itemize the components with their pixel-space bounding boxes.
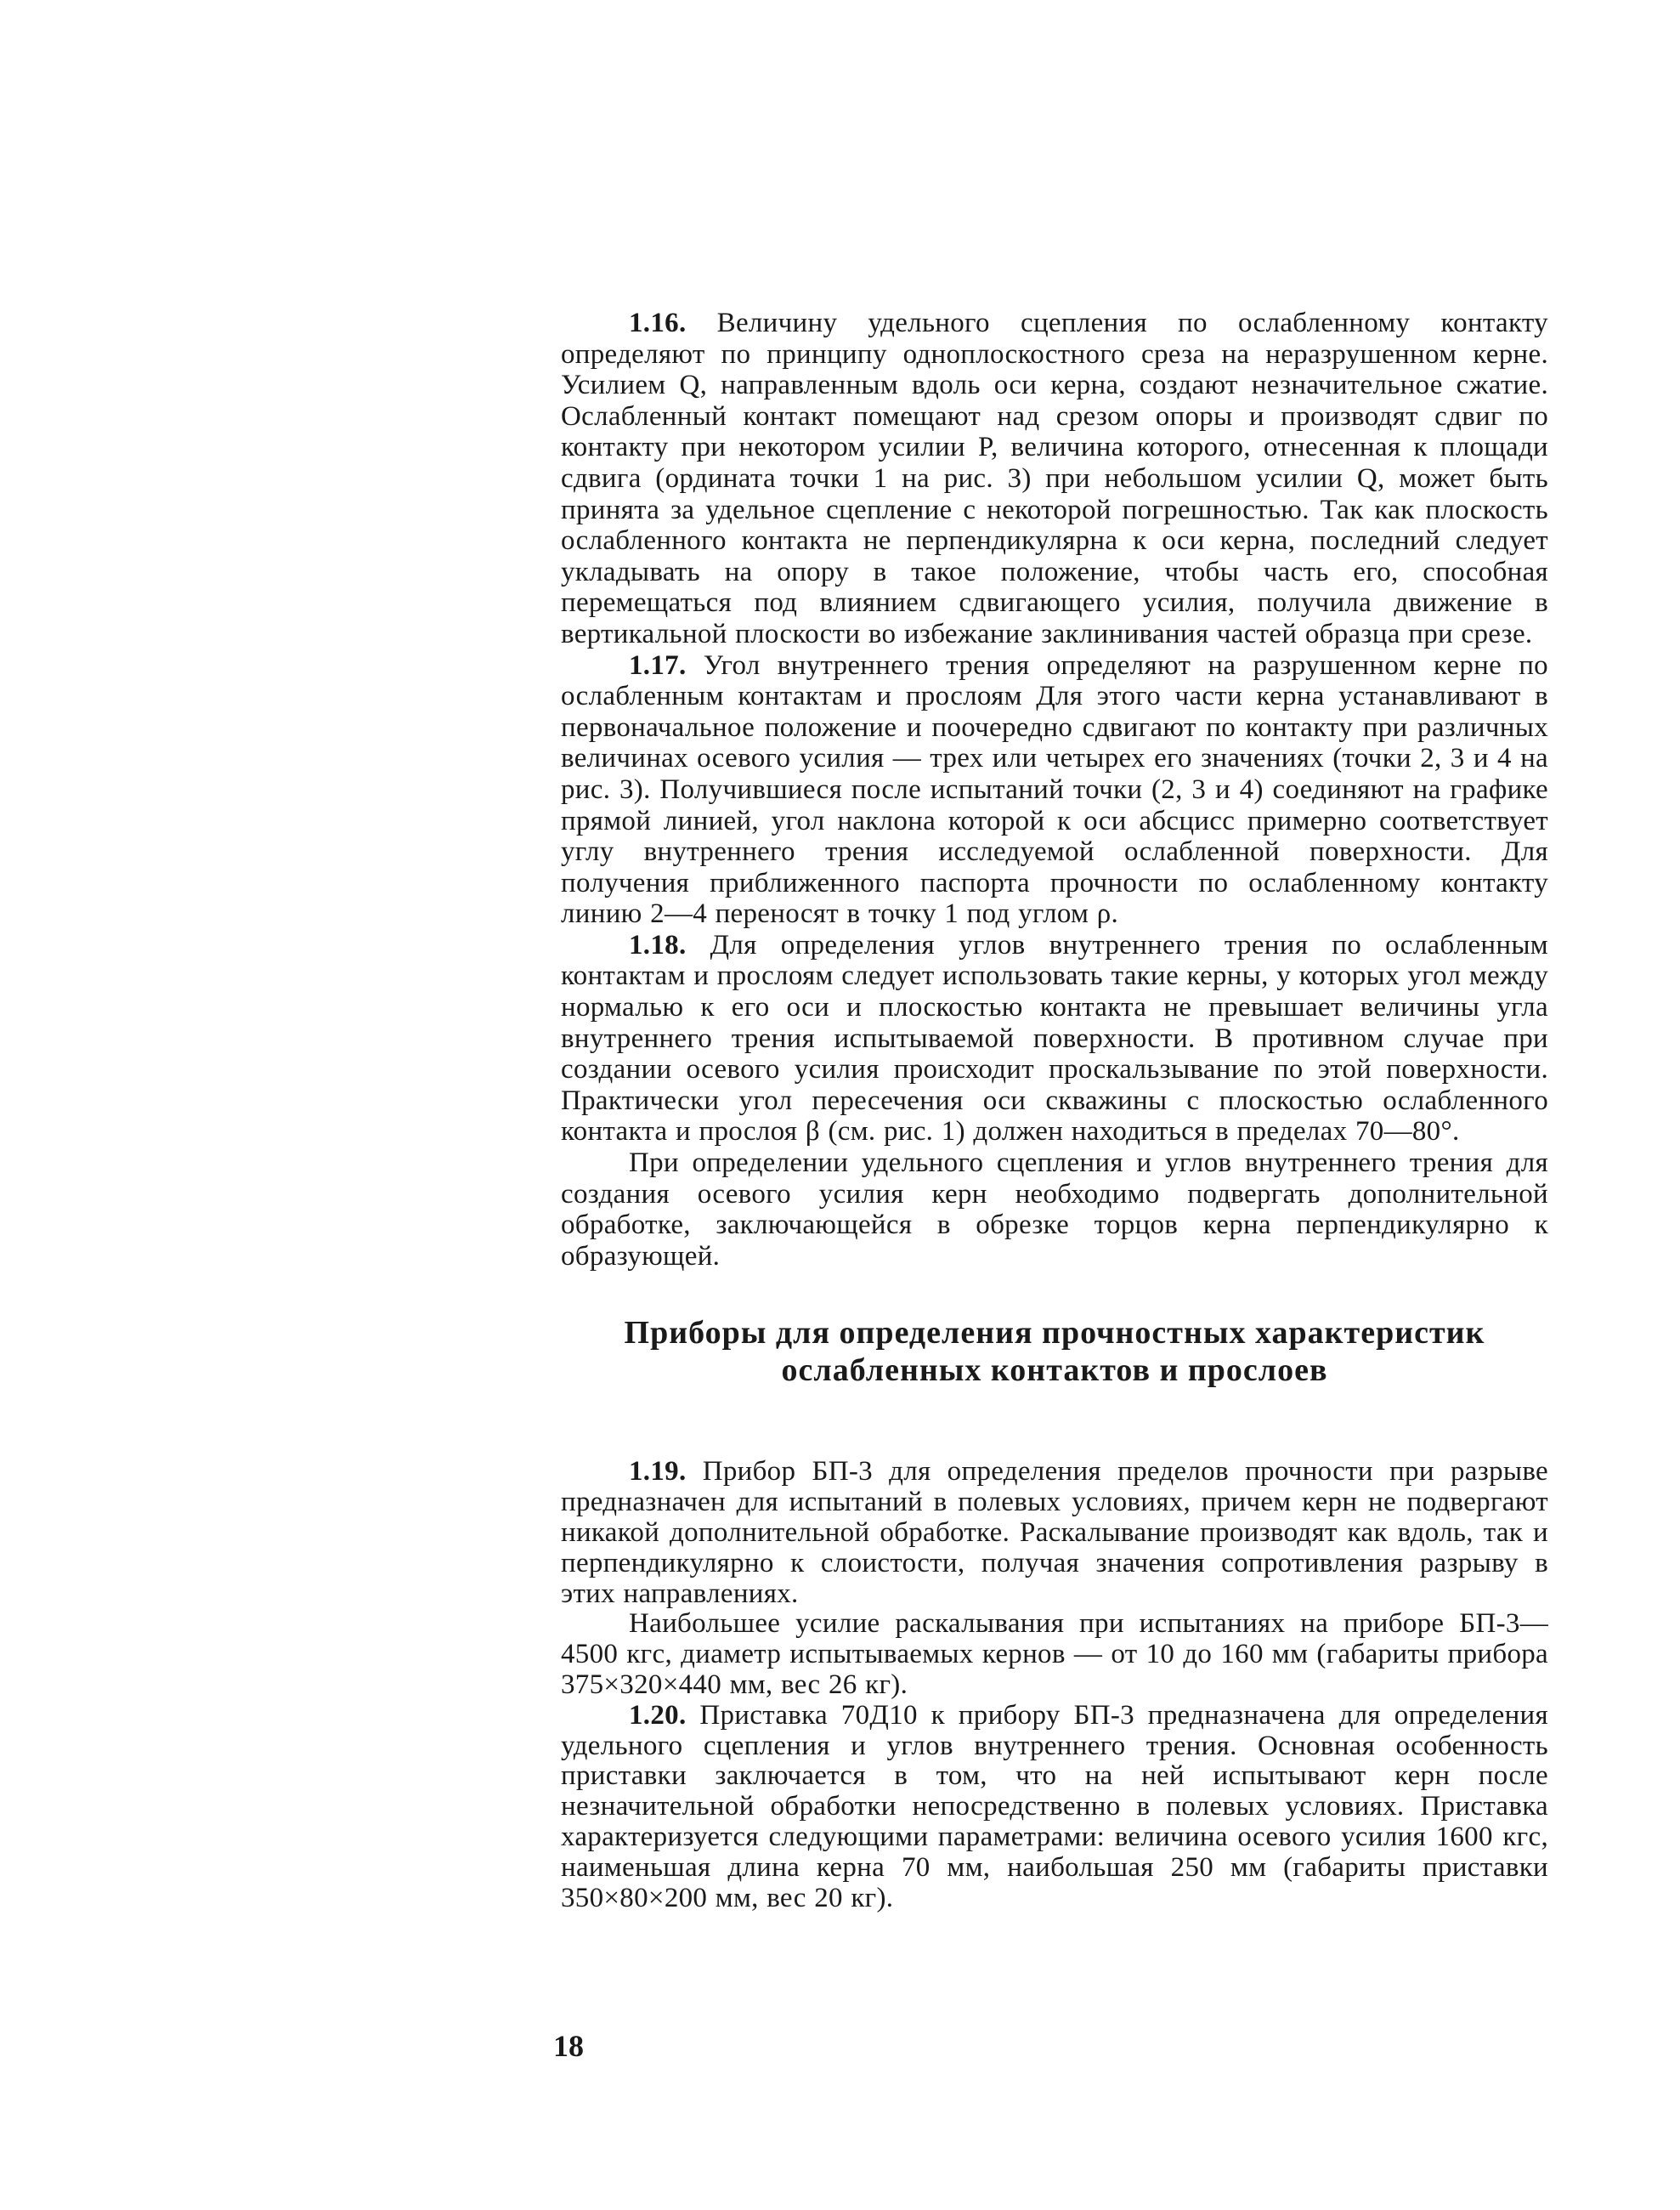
paragraph-number: 1.17. <box>629 649 687 681</box>
paragraph-1-20 <box>561 1701 1548 1914</box>
paragraph-max-force <box>561 1609 1548 1700</box>
paragraph-number: 1.20. <box>629 1699 687 1731</box>
paragraph-number: 1.16. <box>629 308 687 338</box>
paragraph-number: 1.18. <box>629 929 687 960</box>
section-bottom <box>561 1457 1548 1913</box>
paragraph-text: Величину удельного сцепления по ослабленному контакту определяют по принципу одноплоскостного среза на неразрушенном керне. Усилием Q, направленным вдоль оси керна, создают незначительное сжатие. Ослабленный контакт помещают над срезом опоры и производят сдвиг по контакту при некотором усилии P, величина которого, отнесенная к площади сдвига (ордината точки 1 на рис. 3) при небольшом усилии Q, может быть принята за удельное сцепление с некоторой погрешностью. Так как плоскость ослабленного контакта не перпендикулярна к оси керна, последний следует укладывать на опору в такое положение, чтобы часть его, способная перемещаться под влиянием сдвигающего усилия, получила движение в вертикальной плоскости во избежание заклинивания частей образца при срезе. <box>561 308 1548 649</box>
heading-line-2: ослабленных контактов и прослоев <box>781 1352 1328 1389</box>
section-heading <box>561 1272 1548 1457</box>
paragraph-additional-processing <box>561 1148 1548 1272</box>
section-top <box>561 308 1548 1272</box>
paragraph-text: При определении удельного сцепления и углов внутреннего трения для создания осевого усилия керн необходимо подвергать дополнительной обработке, заключающейся в обрезке торцов керна перпендикулярно к образующей. <box>561 1148 1548 1272</box>
paragraph-1-18 <box>561 930 1548 1148</box>
paragraph-1-17 <box>561 650 1548 930</box>
text-column <box>561 308 1548 1913</box>
paragraph-1-16 <box>561 308 1548 650</box>
paragraph-text: Прибор БП-3 для определения пределов прочности при разрыве предназначен для испытаний в полевых условиях, причем керн не подвергают никакой дополнительной обработке. Раскалывание производят как вдоль, так и перпендикулярно к слоистости, получая значения сопротивления разрыву в этих направлениях. <box>561 1456 1548 1609</box>
page-number: 18 <box>553 2029 584 2063</box>
paragraph-1-19 <box>561 1457 1548 1609</box>
paragraph-text: Для определения углов внутреннего трения по ослабленным контактам и прослоям следует использовать такие керны, у которых угол между нормалью к его оси и плоскостью контакта не превышает величины угла внутреннего трения испытываемой поверхности. В противном случае при создании осевого усилия происходит проскальзывание по этой поверхности. Практически угол пересечения оси скважины с плоскостью ослабленного контакта и прослоя β (см. рис. 1) должен находиться в пределах 70—80°. <box>561 929 1548 1148</box>
paragraph-text: Приставка 70Д10 к прибору БП-3 предназначена для определения удельного сцепления и углов внутреннего трения. Основная особенность приставки заключается в том, что на ней испытывают керн после незначительной обработки непосредственно в полевых условиях. Приставка характеризуется следующими параметрами: величина осевого усилия 1600 кгс, наименьшая длина керна 70 мм, наибольшая 250 мм (габариты приставки 350×80×200 мм, вес 20 кг). <box>561 1699 1548 1913</box>
paragraph-text: Наибольшее усилие раскалывания при испытаниях на приборе БП-3—4500 кгс, диаметр испытываемых кернов — от 10 до 160 мм (габариты прибора 375×320×440 мм, вес 26 кг). <box>561 1608 1548 1700</box>
paragraph-text: Угол внутреннего трения определяют на разрушенном керне по ослабленным контактам и прослоям Для этого части керна устанавливают в первоначальное положение и поочередно сдвигают по контакту при различных величинах осевого усилия — трех или четырех его значениях (точки 2, 3 и 4 на рис. 3). Получившиеся после испытаний точки (2, 3 и 4) соединяют на графике прямой линией, угол наклона которой к оси абсцисс примерно соответствует углу внутреннего трения исследуемой ослабленной поверхности. Для получения приближенного паспорта прочности по ослабленному контакту линию 2—4 переносят в точку 1 под углом ρ. <box>561 649 1548 930</box>
paragraph-number: 1.19. <box>629 1456 687 1488</box>
heading-line-1: Приборы для определения прочностных характеристик <box>624 1315 1485 1352</box>
